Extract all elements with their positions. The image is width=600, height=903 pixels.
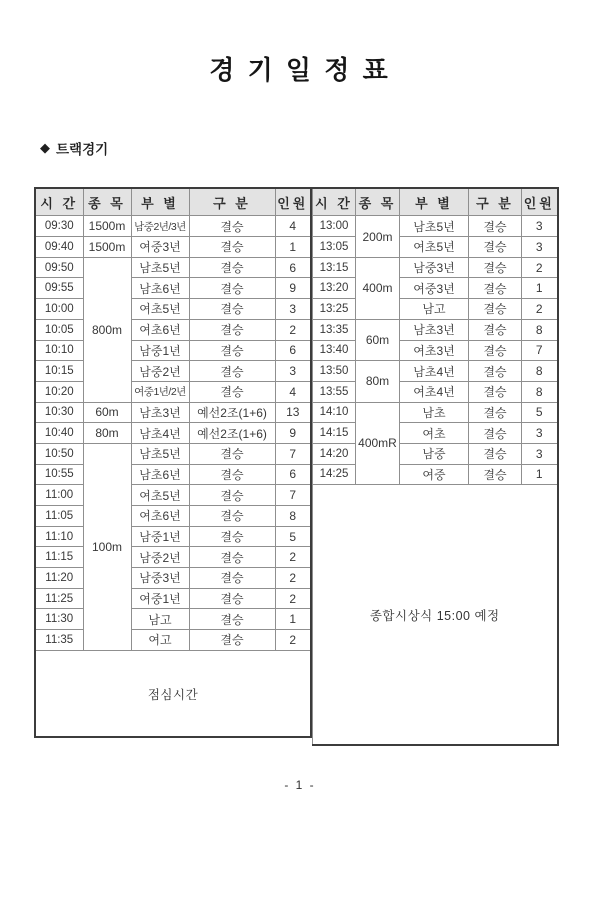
event-cell: 400mR [356,402,400,485]
round-cell: 결승 [189,464,275,485]
count-cell: 3 [522,216,558,237]
time-cell: 11:30 [35,609,83,630]
schedule-row [313,423,558,444]
event-cell: 80m [83,423,131,444]
time-cell: 13:20 [313,278,356,299]
page-title: 경 기 일 정 표 [209,55,391,85]
time-cell: 13:40 [313,340,356,361]
round-cell: 결승 [469,299,522,320]
count-cell: 13 [275,402,311,423]
count-cell: 2 [522,299,558,320]
schedule-row [313,257,558,278]
count-cell: 3 [522,237,558,258]
schedule-row [313,237,558,258]
time-cell: 10:10 [35,340,83,361]
round-cell: 예선2조(1+6) [189,402,275,423]
division-cell: 남초5년 [131,257,189,278]
header-row [35,188,311,216]
division-cell: 여초5년 [131,299,189,320]
count-cell: 1 [522,464,558,485]
division-cell: 남초5년 [400,216,469,237]
round-cell: 결승 [469,319,522,340]
round-cell: 결승 [189,485,275,506]
time-cell: 11:35 [35,630,83,651]
round-cell: 결승 [469,381,522,402]
schedule-row [35,464,311,485]
count-cell: 7 [275,485,311,506]
schedule-row [35,526,311,547]
count-cell: 6 [275,464,311,485]
division-cell: 여중1년/2년 [131,381,189,402]
schedule-row [35,588,311,609]
time-cell: 13:25 [313,299,356,320]
schedule-row [35,568,311,589]
round-cell: 결승 [189,506,275,527]
division-cell: 여중 [400,464,469,485]
time-cell: 11:10 [35,526,83,547]
afternoon-schedule-table [312,187,559,746]
round-cell: 결승 [469,402,522,423]
time-cell: 14:15 [313,423,356,444]
division-cell: 남중1년 [131,526,189,547]
division-cell: 여초3년 [400,340,469,361]
round-cell: 결승 [189,361,275,382]
column-header: 구 분 [189,188,275,216]
round-cell: 결승 [469,257,522,278]
round-cell: 결승 [469,278,522,299]
round-cell: 결승 [189,257,275,278]
award-ceremony-cell: 종합시상식 15:00 예정 [313,485,558,745]
time-cell: 14:20 [313,443,356,464]
event-cell: 60m [83,402,131,423]
count-cell: 4 [275,216,311,237]
time-cell: 11:00 [35,485,83,506]
count-cell: 2 [275,630,311,651]
schedule-row [35,485,311,506]
round-cell: 결승 [469,237,522,258]
schedule-row [313,278,558,299]
count-cell: 1 [275,237,311,258]
time-cell: 11:05 [35,506,83,527]
division-cell: 남초 [400,402,469,423]
diamond-icon: ◆ [40,140,50,156]
division-cell: 남중2년 [131,547,189,568]
time-cell: 10:00 [35,299,83,320]
round-cell: 결승 [189,340,275,361]
count-cell: 8 [522,361,558,382]
count-cell: 3 [522,423,558,444]
time-cell: 11:25 [35,588,83,609]
round-cell: 결승 [189,609,275,630]
count-cell: 3 [275,299,311,320]
schedule-row [35,278,311,299]
count-cell: 7 [275,443,311,464]
column-header: 부 별 [131,188,189,216]
column-header: 시 간 [313,188,356,216]
schedule-row [35,547,311,568]
footer-row [313,485,558,745]
division-cell: 남중3년 [131,568,189,589]
schedule-row [313,361,558,382]
event-cell: 800m [83,257,131,402]
schedule-row [313,216,558,237]
schedule-row [35,381,311,402]
schedule-tables [34,187,600,746]
time-cell: 10:40 [35,423,83,444]
morning-schedule-table [34,187,312,738]
time-cell: 10:05 [35,319,83,340]
division-cell: 여초5년 [131,485,189,506]
round-cell: 결승 [189,630,275,651]
round-cell: 결승 [189,443,275,464]
round-cell: 결승 [469,443,522,464]
event-cell: 1500m [83,216,131,237]
header-row [313,188,558,216]
division-cell: 여초6년 [131,319,189,340]
schedule-row [35,361,311,382]
count-cell: 6 [275,340,311,361]
schedule-row [35,257,311,278]
schedule-row [313,402,558,423]
division-cell: 남초4년 [131,423,189,444]
schedule-row [35,609,311,630]
round-cell: 결승 [469,340,522,361]
round-cell: 결승 [189,237,275,258]
division-cell: 여고 [131,630,189,651]
page-number: - 1 - [284,777,316,792]
round-cell: 결승 [189,547,275,568]
round-cell: 결승 [189,381,275,402]
division-cell: 남중2년/3년 [131,216,189,237]
event-cell: 80m [356,361,400,402]
count-cell: 2 [275,588,311,609]
count-cell: 8 [522,381,558,402]
count-cell: 7 [522,340,558,361]
time-cell: 10:50 [35,443,83,464]
count-cell: 8 [522,319,558,340]
count-cell: 4 [275,381,311,402]
round-cell: 결승 [189,216,275,237]
round-cell: 결승 [189,278,275,299]
schedule-row [313,319,558,340]
section-title: 트랙경기 [56,141,109,157]
column-header: 인원 [275,188,311,216]
count-cell: 3 [275,361,311,382]
division-cell: 여중1년 [131,588,189,609]
time-cell: 09:55 [35,278,83,299]
time-cell: 13:55 [313,381,356,402]
time-cell: 10:15 [35,361,83,382]
count-cell: 9 [275,278,311,299]
count-cell: 6 [275,257,311,278]
time-cell: 13:50 [313,361,356,382]
time-cell: 13:00 [313,216,356,237]
count-cell: 3 [522,443,558,464]
count-cell: 2 [275,319,311,340]
round-cell: 결승 [189,319,275,340]
round-cell: 결승 [189,568,275,589]
time-cell: 10:30 [35,402,83,423]
division-cell: 남초6년 [131,464,189,485]
division-cell: 남중1년 [131,340,189,361]
event-cell: 200m [356,216,400,257]
count-cell: 1 [522,278,558,299]
schedule-row [35,402,311,423]
event-cell: 1500m [83,237,131,258]
event-cell: 400m [356,257,400,319]
division-cell: 남고 [131,609,189,630]
time-cell: 13:05 [313,237,356,258]
section-header [40,138,600,158]
round-cell: 결승 [189,526,275,547]
division-cell: 남초3년 [400,319,469,340]
round-cell: 결승 [469,464,522,485]
schedule-row [313,299,558,320]
time-cell: 09:40 [35,237,83,258]
lunch-break-cell: 점심시간 [35,650,311,737]
time-cell: 09:50 [35,257,83,278]
schedule-row [35,299,311,320]
schedule-row [35,237,311,258]
time-cell: 14:25 [313,464,356,485]
count-cell: 1 [275,609,311,630]
division-cell: 남고 [400,299,469,320]
round-cell: 결승 [469,361,522,382]
time-cell: 10:20 [35,381,83,402]
schedule-row [313,340,558,361]
count-cell: 5 [522,402,558,423]
division-cell: 여중3년 [400,278,469,299]
column-header: 구 분 [469,188,522,216]
schedule-row [35,443,311,464]
schedule-row [35,630,311,651]
count-cell: 2 [275,568,311,589]
division-cell: 남중3년 [400,257,469,278]
event-cell: 100m [83,443,131,650]
division-cell: 여중3년 [131,237,189,258]
count-cell: 5 [275,526,311,547]
time-cell: 10:55 [35,464,83,485]
footer-row [35,650,311,737]
round-cell: 결승 [189,588,275,609]
time-cell: 13:15 [313,257,356,278]
round-cell: 예선2조(1+6) [189,423,275,444]
division-cell: 여초6년 [131,506,189,527]
count-cell: 9 [275,423,311,444]
count-cell: 2 [522,257,558,278]
division-cell: 남중2년 [131,361,189,382]
column-header: 종 목 [356,188,400,216]
round-cell: 결승 [469,423,522,444]
division-cell: 남초4년 [400,361,469,382]
division-cell: 여초 [400,423,469,444]
division-cell: 여초5년 [400,237,469,258]
count-cell: 8 [275,506,311,527]
schedule-row [35,216,311,237]
event-cell: 60m [356,319,400,360]
time-cell: 14:10 [313,402,356,423]
schedule-page [0,56,600,903]
division-cell: 남초6년 [131,278,189,299]
schedule-row [313,464,558,485]
schedule-row [313,381,558,402]
count-cell: 2 [275,547,311,568]
schedule-row [35,340,311,361]
time-cell: 13:35 [313,319,356,340]
time-cell: 11:15 [35,547,83,568]
time-cell: 11:20 [35,568,83,589]
schedule-row [35,319,311,340]
schedule-row [35,506,311,527]
column-header: 인원 [522,188,558,216]
division-cell: 남초5년 [131,443,189,464]
round-cell: 결승 [189,299,275,320]
column-header: 시 간 [35,188,83,216]
division-cell: 남초3년 [131,402,189,423]
division-cell: 남중 [400,443,469,464]
schedule-row [313,443,558,464]
time-cell: 09:30 [35,216,83,237]
column-header: 종 목 [83,188,131,216]
round-cell: 결승 [469,216,522,237]
column-header: 부 별 [400,188,469,216]
schedule-row [35,423,311,444]
division-cell: 여초4년 [400,381,469,402]
